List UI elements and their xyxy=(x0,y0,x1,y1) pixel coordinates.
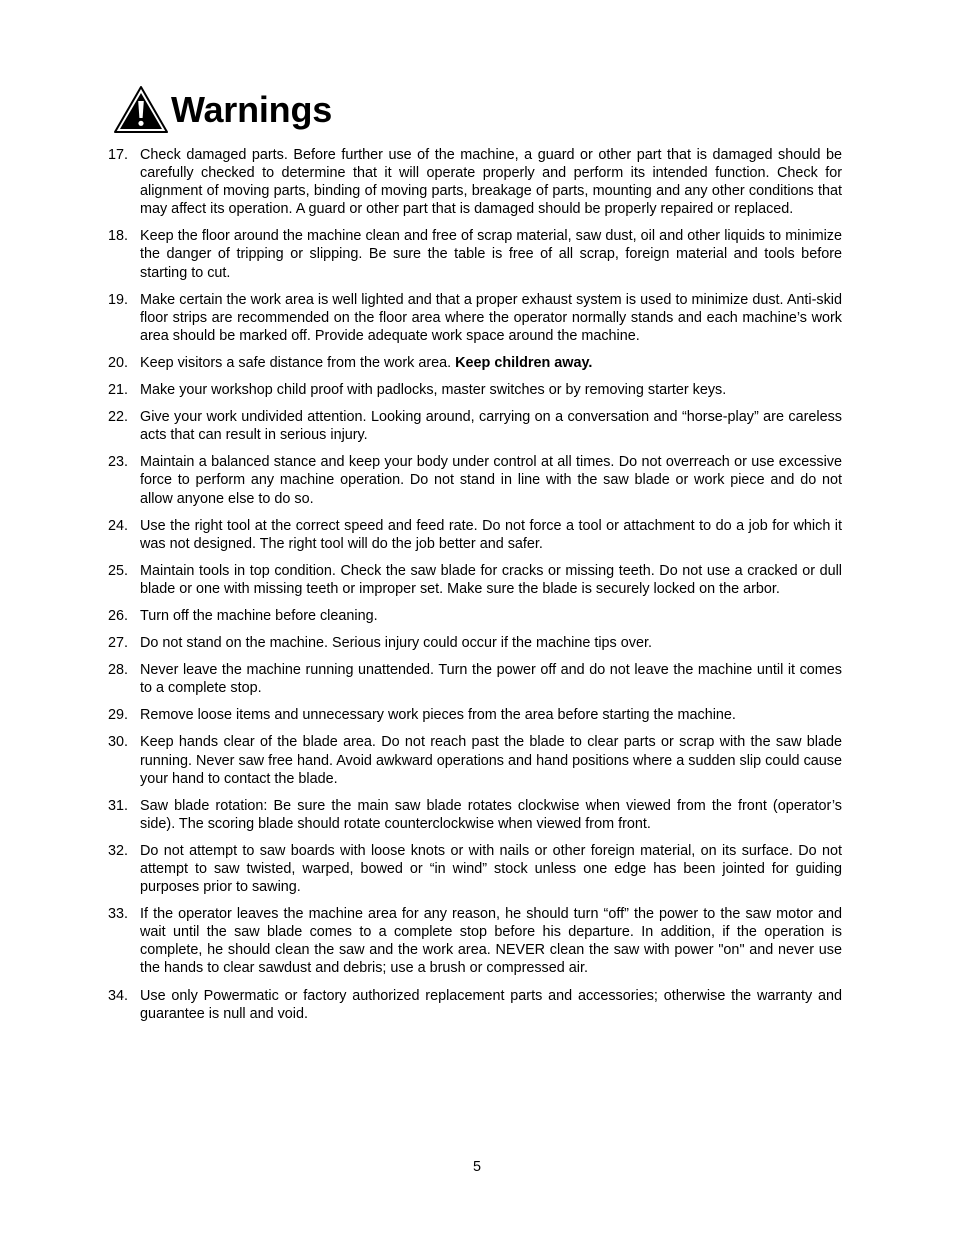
item-text xyxy=(140,354,842,372)
item-text xyxy=(140,146,842,218)
item-text xyxy=(140,733,842,787)
item-text xyxy=(140,706,842,724)
item-text-body: Turn off the machine before cleaning. xyxy=(140,607,378,624)
list-item xyxy=(108,987,842,1023)
item-number: 27. xyxy=(108,635,129,652)
item-text-body: Maintain tools in top condition. Check the saw blade for cracks or missing teeth. Do not use a cracked or dull blade or one with missing teeth or improper set. Make sure the blade is securely locked on the arbor. xyxy=(140,562,842,597)
list-item xyxy=(108,607,842,625)
item-number: 25. xyxy=(108,562,129,579)
list-item xyxy=(108,408,842,444)
list-item xyxy=(108,381,842,399)
item-text xyxy=(140,227,842,281)
item-text xyxy=(140,381,842,399)
item-number: 28. xyxy=(108,662,129,679)
item-number: 32. xyxy=(108,842,129,859)
list-item xyxy=(108,146,842,218)
item-text-body: Keep visitors a safe distance from the work area. xyxy=(140,354,456,371)
item-text xyxy=(140,517,842,553)
item-text xyxy=(140,607,842,625)
list-item xyxy=(108,661,842,697)
item-text-body: Use the right tool at the correct speed and feed rate. Do not force a tool or attachment to do a job for which it was not designed. The right tool will do the job better and safer. xyxy=(140,517,842,552)
warnings-heading xyxy=(113,84,332,136)
item-text xyxy=(140,987,842,1023)
warnings-list xyxy=(108,146,842,1032)
list-item xyxy=(108,797,842,833)
item-number: 22. xyxy=(108,409,129,426)
warning-triangle-icon xyxy=(113,85,169,135)
item-text xyxy=(140,661,842,697)
item-text-body: If the operator leaves the machine area for any reason, he should turn “off” the power to the saw motor and wait until the saw blade comes to a complete stop before his departure. In addition, if the operation is complete, he should clean the saw and the work area. NEVER clean the saw with power "on" and never use the hands to clear sawdust and debris; use a brush or compressed air. xyxy=(140,906,842,977)
item-number: 30. xyxy=(108,734,129,751)
item-text-body: Do not stand on the machine. Serious injury could occur if the machine tips over. xyxy=(140,635,652,652)
list-item xyxy=(108,517,842,553)
item-number: 24. xyxy=(108,517,129,534)
list-item xyxy=(108,227,842,281)
list-item xyxy=(108,562,842,598)
item-text xyxy=(140,562,842,598)
list-item xyxy=(108,733,842,787)
item-text-body: Remove loose items and unnecessary work pieces from the area before starting the machine. xyxy=(140,707,736,724)
item-text-body: Make your workshop child proof with padlocks, master switches or by removing starter keys. xyxy=(140,382,727,399)
list-item xyxy=(108,291,842,345)
item-text xyxy=(140,905,842,977)
list-item xyxy=(108,453,842,507)
item-number: 21. xyxy=(108,382,129,399)
item-text-body: Use only Powermatic or factory authorized replacement parts and accessories; otherwise the warranty and guarantee is null and void. xyxy=(140,987,842,1022)
item-number: 18. xyxy=(108,228,129,245)
item-text-body: Make certain the work area is well lighted and that a proper exhaust system is used to minimize dust. Anti-skid floor strips are recommended on the floor area where the operator normally stands and each machine’s work area should be marked off. Provide adequate work space around the machine. xyxy=(140,291,842,344)
item-text-body: Check damaged parts. Before further use of the machine, a guard or other part that is damaged should be carefully checked to determine that it will operate properly and perform its intended function. Check for alignment of moving parts, binding of moving parts, breakage of parts, mounting and any other conditions that may affect its operation. A guard or other part that is damaged should be properly repaired or replaced. xyxy=(140,147,842,218)
list-item xyxy=(108,842,842,896)
list-item xyxy=(108,905,842,977)
item-number: 23. xyxy=(108,454,129,471)
item-text-body: Maintain a balanced stance and keep your body under control at all times. Do not overreach or use excessive force to perform any machine operation. Do not stand in line with the saw blade or work piece and do not allow anyone else to do so. xyxy=(140,454,842,507)
list-item xyxy=(108,706,842,724)
item-text xyxy=(140,797,842,833)
item-text-emphasis: Keep children away. xyxy=(455,354,593,371)
item-number: 31. xyxy=(108,797,129,814)
item-text xyxy=(140,453,842,507)
list-item xyxy=(108,634,842,652)
item-text xyxy=(140,408,842,444)
item-text-body: Keep hands clear of the blade area. Do not reach past the blade to clear parts or scrap with the saw blade running. Never saw free hand. Avoid awkward operations and hand positions where a sudden slip could cause your hand to contact the blade. xyxy=(140,734,842,787)
list-item xyxy=(108,354,842,372)
item-number: 26. xyxy=(108,607,129,624)
item-number: 33. xyxy=(108,906,129,923)
item-text xyxy=(140,291,842,345)
item-text-body: Do not attempt to saw boards with loose knots or with nails or other foreign material, on its surface. Do not attempt to saw twisted, warped, bowed or “in wind” stock unless one edge has been jointed for guiding purposes prior to sawing. xyxy=(140,842,842,896)
item-text-body: Keep the floor around the machine clean and free of scrap material, saw dust, oil and other liquids to minimize the danger of tripping or slipping. Be sure the table is free of all scrap, foreign material and tools before starting to cut. xyxy=(140,228,842,281)
item-text-body: Saw blade rotation: Be sure the main saw blade rotates clockwise when viewed from the front (operator’s side). The scoring blade should rotate counterclockwise when viewed from front. xyxy=(140,797,842,832)
item-number: 34. xyxy=(108,987,129,1004)
item-text-body: Give your work undivided attention. Looking around, carrying on a conversation and “horse-play” are careless acts that can result in serious injury. xyxy=(140,409,842,444)
item-number: 17. xyxy=(108,147,129,163)
item-text xyxy=(140,842,842,896)
item-number: 29. xyxy=(108,707,129,724)
item-text-body: Never leave the machine running unattended. Turn the power off and do not leave the machine until it comes to a complete stop. xyxy=(140,662,842,697)
page-number: 5 xyxy=(472,1159,481,1175)
item-number: 20. xyxy=(108,354,129,371)
item-number: 19. xyxy=(108,291,129,308)
page-title: Warnings xyxy=(171,89,333,130)
item-text xyxy=(140,634,842,652)
